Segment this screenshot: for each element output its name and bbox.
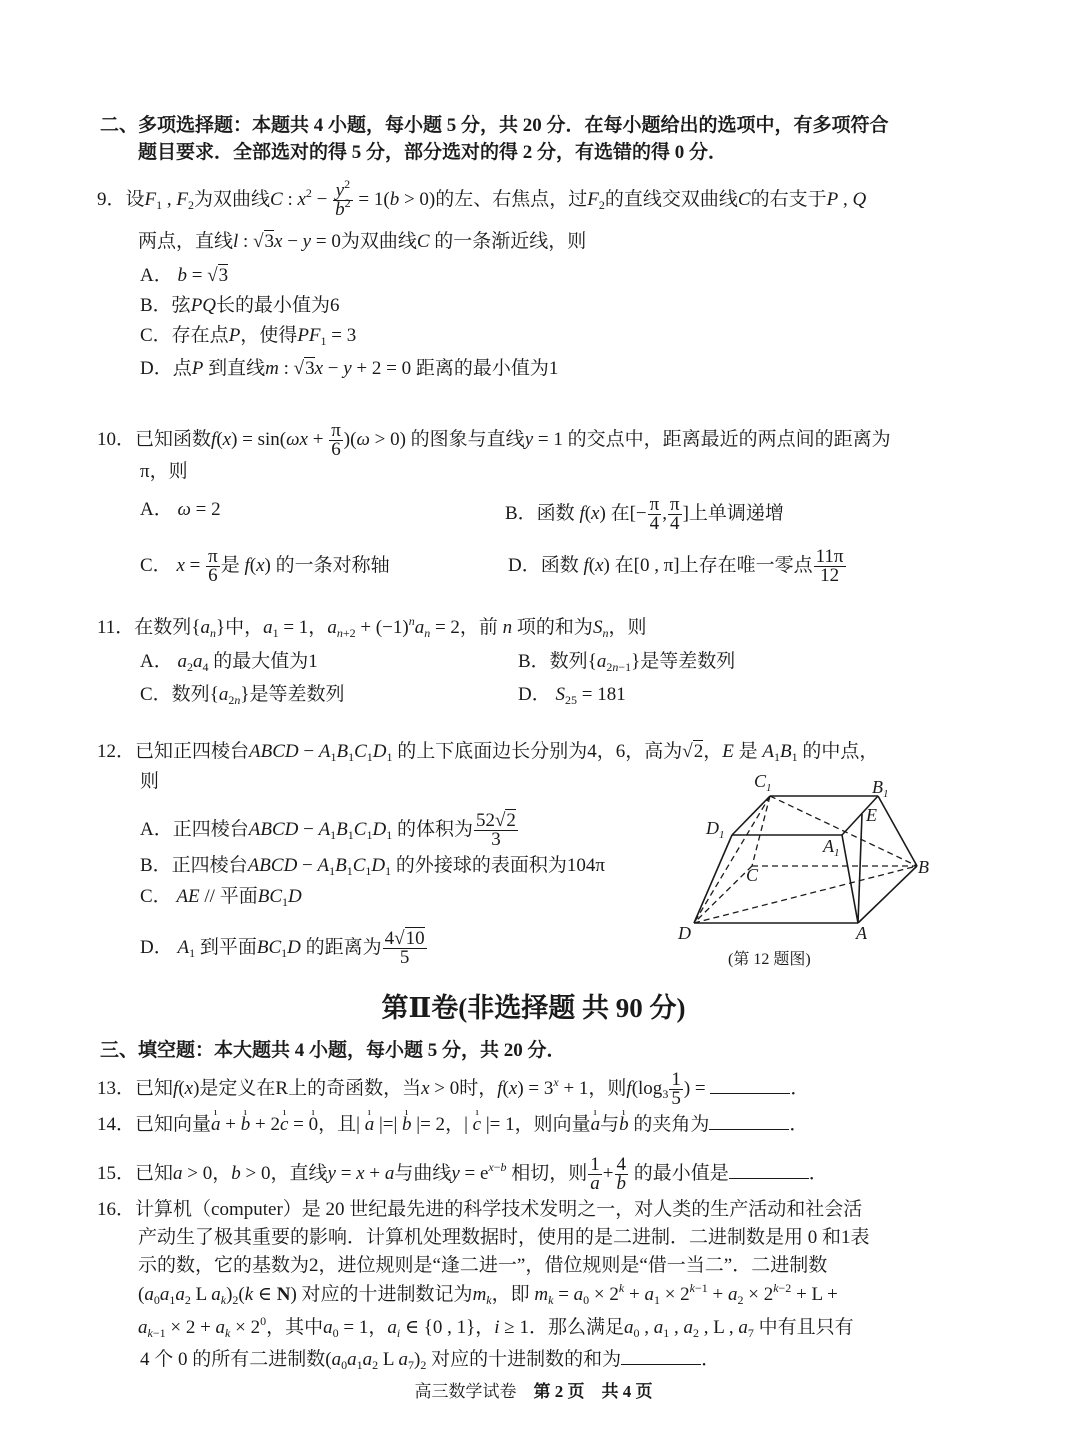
text: 中有且只有 [758,1317,854,1338]
text: ， [308,617,328,638]
text: 的最大值为1 [213,651,318,672]
text: ， [445,1114,465,1135]
label-c1: $C_1$ [754,771,772,794]
text: 与曲线 [394,1162,452,1184]
text: 在 [610,502,630,524]
page-footer [0,1377,1067,1402]
option-label: B．正四棱台 [140,855,248,876]
text: 是等差数列 [640,651,736,672]
option-10c: C． x = $\frac{\pi}{6}$ 是 f(x) 的一条对称轴 [140,546,390,586]
hidden-d-b [694,866,917,923]
text: ， [475,1317,495,1338]
question-16-line3: 示的数，它的基数为2，进位规则是“逢二进一”，借位规则是“借一当二”．二进制数 [138,1255,828,1276]
option-11c: C．数列$\{a_{2n}\}$是等差数列 [140,684,345,707]
footer-page: 第 2 页 [533,1382,585,1401]
text: 的距离为 [305,936,382,958]
option-10b: B．函数 f(x) 在[− $\frac{\pi}{4}$ , $\frac{\pi}{4}$ ]上单调递增 [505,494,784,534]
question-number: 10． [97,428,136,450]
text: 的中点， [802,741,879,762]
question-13: 13．已知f(x)是定义在R上的奇函数，当x > 0时，$f(x) = 3^x + 1$，则$f(\log_3$ $\frac{1}{5}$ ) = ． [97,1069,810,1109]
option-11a: A． $a_2a_4$ 的最大值为1 [140,651,318,674]
text: 在数列 [134,617,192,638]
option-label: A． [140,499,173,520]
text: ， [368,1317,388,1338]
option-label: A．正四棱台 [140,818,249,840]
label-e: E [866,805,877,825]
option-label: D．点 [140,358,192,379]
text: ，前 [459,617,498,638]
frustum-figure [670,765,950,945]
text: 相切，则 [511,1162,588,1184]
edge-a1-a [842,835,858,923]
label-b1: $B_1$ [872,777,889,800]
text: ． [701,1349,721,1370]
option-11b: B．数列$\{a_{2n-1}\}$是等差数列 [518,651,736,674]
text: ，则 [588,1077,627,1099]
text: 已知函数 [135,428,212,450]
section-heading-cont: 题目要求．全部选对的得 5 分，部分选对的得 2 分，有选错的得 0 分． [138,142,728,163]
option-9c: C．存在点P，使得$PF_1 = 3$ [140,325,357,348]
label-a1: $A_1$ [823,836,840,859]
question-16-line2: 产动生了极其重要的影响．计算机处理数据时，使用的是二进制．二进制数是用 0 和1表 [138,1227,870,1248]
hidden-c1-b [770,796,917,866]
text: ． [808,1162,828,1184]
option-label: B．弦 [140,295,191,316]
text: ．那么满足 [528,1317,624,1338]
question-16-line4: ($a_0a_1a_2$ L $a_k)_2(k$ ∈ N) 对应的十进制数记为$m_k$，即 $m_k = a_0 \times 2^k + a_1 \times 2^{k-1} + a_2 \times 2^{k-2} + L$ + [138,1281,838,1307]
option-12d: D． $A_1$ 到平面$BC_1D$ 的距离为 $\frac{4√10}{5}$ [140,928,425,968]
text: 的一条渐近线，则 [434,231,587,252]
option-12a: A．正四棱台ABCD − $A_1B_1C_1D_1$ 的体积为 $\frac{52√2}{3}$ [140,810,516,850]
text: 的最小值是 [633,1162,729,1184]
footer-total: 共 4 页 [601,1382,653,1401]
option-10a: A． ω = 2 [140,499,221,520]
text: 对应的十进制数记为 [301,1284,473,1305]
question-10-stem: 10．已知函数f(x) = sin(ωx + $\frac{\pi}{6}$ )(ω > 0) 的图象与直线y = 1 的交点中，距离最近的两点间的距离为 [97,420,891,460]
text: 的外接球的表面积为104π [395,855,605,876]
part-title: 第Ⅱ卷(非选择题 共 90 分) [381,993,686,1023]
text: ，且 [318,1114,357,1135]
edge-a-b [858,866,917,923]
text: 是 [738,741,758,762]
option-label: D． [518,684,551,705]
text: ， [703,741,723,762]
text: 4 个 0 的所有二进制数 [140,1349,326,1370]
text: 已知 [135,1077,174,1099]
text: 是等差数列 [249,684,345,705]
edge-b1-b [878,796,917,866]
text: 已知 [135,1162,174,1184]
text: 的左、右焦点，过 [435,188,588,210]
text: 在 [614,554,634,576]
text: 的上下底面边长分别为4，6，高为 [397,741,683,762]
question-12-stem-cont: 则 [140,771,160,792]
text: 时， [459,1077,498,1099]
text: 长的最小值为6 [216,295,340,316]
option-label: C．数列 [140,684,210,705]
text: 计算机（computer）是 20 世纪最先进的科学技术发明之一，对人类的生产活动和社会活 [135,1199,863,1220]
question-number: 13． [97,1077,136,1099]
label-d1: $D_1$ [706,818,725,841]
question-15: 15．已知a > 0，b > 0，直线y = x + a与曲线$y = e^{x-b}$ 相切，则 $\frac{1}{a}$ + $\frac{4}{b}$ 的最小值是 ． [97,1154,828,1194]
question-14: 14．已知向量ı a + ı b + 2ı c = ı 0，且| ı a |=| ı b |= 2，| ı c |= 1，则向量ı a与ı b 的夹角为 ． [97,1113,808,1137]
text: 的直线交双曲线 [604,188,738,210]
question-16-line5: $a_{k-1} \times 2 + a_k \times 2^0$，其中$a_0 = 1$，$a_i$ ∈ {0 , 1}，i ≥ 1．那么满足$a_0$ , $a_1$ , $a_2$ , L , $a_7$ 中有且只有 [138,1314,854,1340]
text: ， [212,1162,232,1184]
text: 为双曲线 [194,188,271,210]
option-12b: B．正四棱台ABCD − $A_1B_1C_1D_1$ 的外接球的表面积为104π [140,855,605,878]
option-label: D． [140,936,173,958]
question-9-stem: 9．设$F_1$ , $F_2$为双曲线C : $x^2$ − $\frac{y^2}{b^2}$ = 1(b > 0)的左、右焦点，过$F_2$的直线交双曲线C的右支于P , Q [97,177,867,220]
text: 为双曲线 [340,231,417,252]
text: ，则向量 [514,1114,591,1135]
option-label: D．函数 [508,554,579,576]
answer-blank[interactable] [709,1113,789,1130]
text: ． [789,1114,809,1135]
question-12-stem: 12．已知正四棱台ABCD − $A_1B_1C_1D_1$ 的上下底面边长分别为4，6，高为√2，E 是 $A_1B_1$ 的中点， [97,741,879,764]
answer-blank[interactable] [710,1077,790,1094]
question-9-stem-cont: 两点，直线l : √3x − y = 0为双曲线C 的一条渐近线，则 [138,231,587,252]
text: 到直线 [208,358,266,379]
question-number: 12． [97,741,136,762]
label-d: D [678,923,691,943]
option-9a: A． b = √3 [140,265,229,286]
option-11d: D． $S_{25} = 181$ [518,684,626,707]
text: ，使得 [240,325,298,346]
label-b: B [918,857,929,877]
text: 已知正四棱台 [135,741,250,762]
option-label: A． [140,651,173,672]
label-a: A [856,923,867,943]
text: 与 [600,1114,620,1135]
answer-blank[interactable] [729,1162,809,1179]
option-label: A． [140,265,173,286]
footer-title: 高三数学试卷 [414,1382,517,1401]
question-10-stem-cont: π，则 [140,461,188,482]
question-number: 9． [97,188,126,210]
text: 的右支于 [750,188,827,210]
option-9b: B．弦PQ长的最小值为6 [140,295,340,316]
question-16-line6: 4 个 0 的所有二进制数($a_0a_1a_2$ L $a_7)_2$ 对应的十进制数的和为 ． [140,1349,721,1372]
hidden-c1-c [752,796,770,866]
question-11-stem: 11．在数列$\{a_n\}$中，$a_1 = 1$，$a_{n+2} + (-1)^na_n = 2$，前 n 项的和为$S_n$，则 [97,614,647,640]
text: 的夹角为 [633,1114,710,1135]
text: 对应的十进制数的和为 [431,1349,622,1370]
option-9d: D．点P 到直线m : √3x − y + 2 = 0 距离的最小值为1 [140,358,559,379]
text: 上单调递增 [688,502,784,524]
section-heading: 三、填空题：本大题共 4 小题，每小题 5 分，共 20 分． [100,1040,566,1061]
option-label: C．存在点 [140,325,229,346]
text: 设 [125,188,145,210]
text: 的一条对称轴 [275,554,390,576]
option-label: C． [140,554,172,576]
text: ，其中 [266,1317,324,1338]
question-number: 14． [97,1114,136,1135]
text: 到平面 [199,936,257,958]
edge-d1-d [694,835,732,923]
text: 距离的最小值为1 [415,358,559,379]
question-number: 11． [97,617,135,638]
text: 的体积为 [396,818,473,840]
option-label: B．数列 [518,651,588,672]
text: ，直线 [270,1162,328,1184]
text: 的图象与直线 [410,428,525,450]
text: 项的和为 [516,617,593,638]
text: 中， [225,617,264,638]
option-label: C． [140,886,172,907]
text: 已知向量 [135,1114,212,1135]
question-number: 15． [97,1162,136,1184]
text: 的交点中，距离最近的两点间的距离为 [567,428,891,450]
text: 是 [220,554,240,576]
text: 两点，直线 [138,231,234,252]
figure-caption: (第 12 题图) [728,951,811,968]
option-label: B．函数 [505,502,575,524]
option-10d: D．函数 f(x) 在[0 , π]上存在唯一零点 $\frac{11\pi}{12}$ [508,546,844,586]
text: ，即 [491,1284,530,1305]
hidden-c1-d [694,796,770,923]
text: 上存在唯一零点 [679,554,813,576]
text: ． [790,1077,810,1099]
option-12c: C． AE // 平面$BC_1D$ [140,886,302,909]
text: ，则 [608,617,647,638]
answer-blank[interactable] [621,1348,701,1365]
question-number: 16． [97,1199,136,1220]
edge-c1-d1 [732,796,770,835]
section-heading: 二、多项选择题：本题共 4 小题，每小题 5 分，共 20 分．在每小题给出的选项中，有多项符合 [100,115,889,136]
question-16-line1 [97,1198,862,1222]
text: 平面 [219,886,258,907]
label-c: C [746,865,759,885]
text: 是定义在R上的奇函数，当 [199,1077,422,1099]
edge-a-e [858,814,862,923]
